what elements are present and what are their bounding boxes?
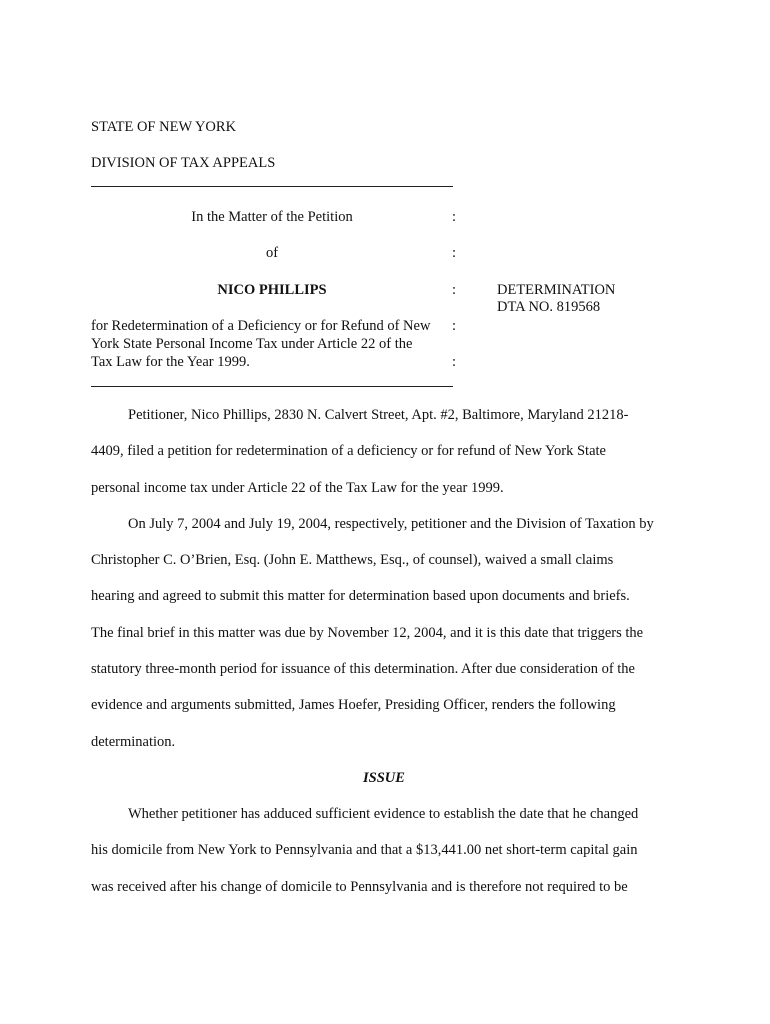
caption-colon-3: : [452, 282, 457, 298]
purpose-line-2: York State Personal Income Tax under Article 22 of the [91, 336, 413, 352]
para1-line-2: 4409, filed a petition for redetermination of a deficiency or for refund of New York State [91, 443, 606, 459]
para2-line-7: determination. [91, 734, 176, 750]
para2-line-1: On July 7, 2004 and July 19, 2004, respectively, petitioner and the Division of Taxation by [128, 516, 654, 532]
caption-colon-4: : [452, 318, 457, 334]
caption-bottom-rule [91, 386, 453, 387]
issue-line-1: Whether petitioner has adduced sufficient evidence to establish the date that he changed [128, 806, 639, 822]
para2-line-5: statutory three-month period for issuance of this determination. After due consideration of the [91, 661, 635, 677]
matter-line [91, 209, 453, 226]
para2-line-4: The final brief in this matter was due by November 12, 2004, and it is this date that triggers the [91, 625, 644, 641]
matter-line-text: In the Matter of the Petition [191, 209, 353, 225]
purpose-line-3: Tax Law for the Year 1999. [91, 354, 250, 370]
caption-colon-2: : [452, 245, 457, 261]
of-line [91, 245, 453, 262]
purpose-line-1: for Redetermination of a Deficiency or for Refund of New [91, 318, 431, 334]
state-heading: STATE OF NEW YORK [91, 119, 237, 135]
caption-top-rule [91, 186, 453, 187]
division-heading: DIVISION OF TAX APPEALS [91, 155, 276, 171]
para1-line-3: personal income tax under Article 22 of the Tax Law for the year 1999. [91, 480, 504, 496]
dta-number: DTA NO. 819568 [497, 299, 601, 315]
caption-colon-1: : [452, 209, 457, 225]
issue-line-3: was received after his change of domicile to Pennsylvania and is therefore not required to be [91, 879, 628, 895]
doc-type: DETERMINATION [497, 282, 616, 298]
petitioner-name [91, 282, 453, 299]
para2-line-6: evidence and arguments submitted, James Hoefer, Presiding Officer, renders the following [91, 697, 616, 713]
issue-line-2: his domicile from New York to Pennsylvania and that a $13,441.00 net short-term capital gain [91, 842, 638, 858]
para1-line-1: Petitioner, Nico Phillips, 2830 N. Calvert Street, Apt. #2, Baltimore, Maryland 21218- [128, 407, 629, 423]
para2-line-2: Christopher C. O’Brien, Esq. (John E. Matthews, Esq., of counsel), waived a small claims [91, 552, 614, 568]
caption-colon-5: : [452, 354, 457, 370]
issue-heading: ISSUE [363, 770, 405, 786]
petitioner-name-text: NICO PHILLIPS [217, 282, 327, 298]
para2-line-3: hearing and agreed to submit this matter for determination based upon documents and briefs. [91, 588, 630, 604]
of-line-text: of [265, 245, 279, 261]
